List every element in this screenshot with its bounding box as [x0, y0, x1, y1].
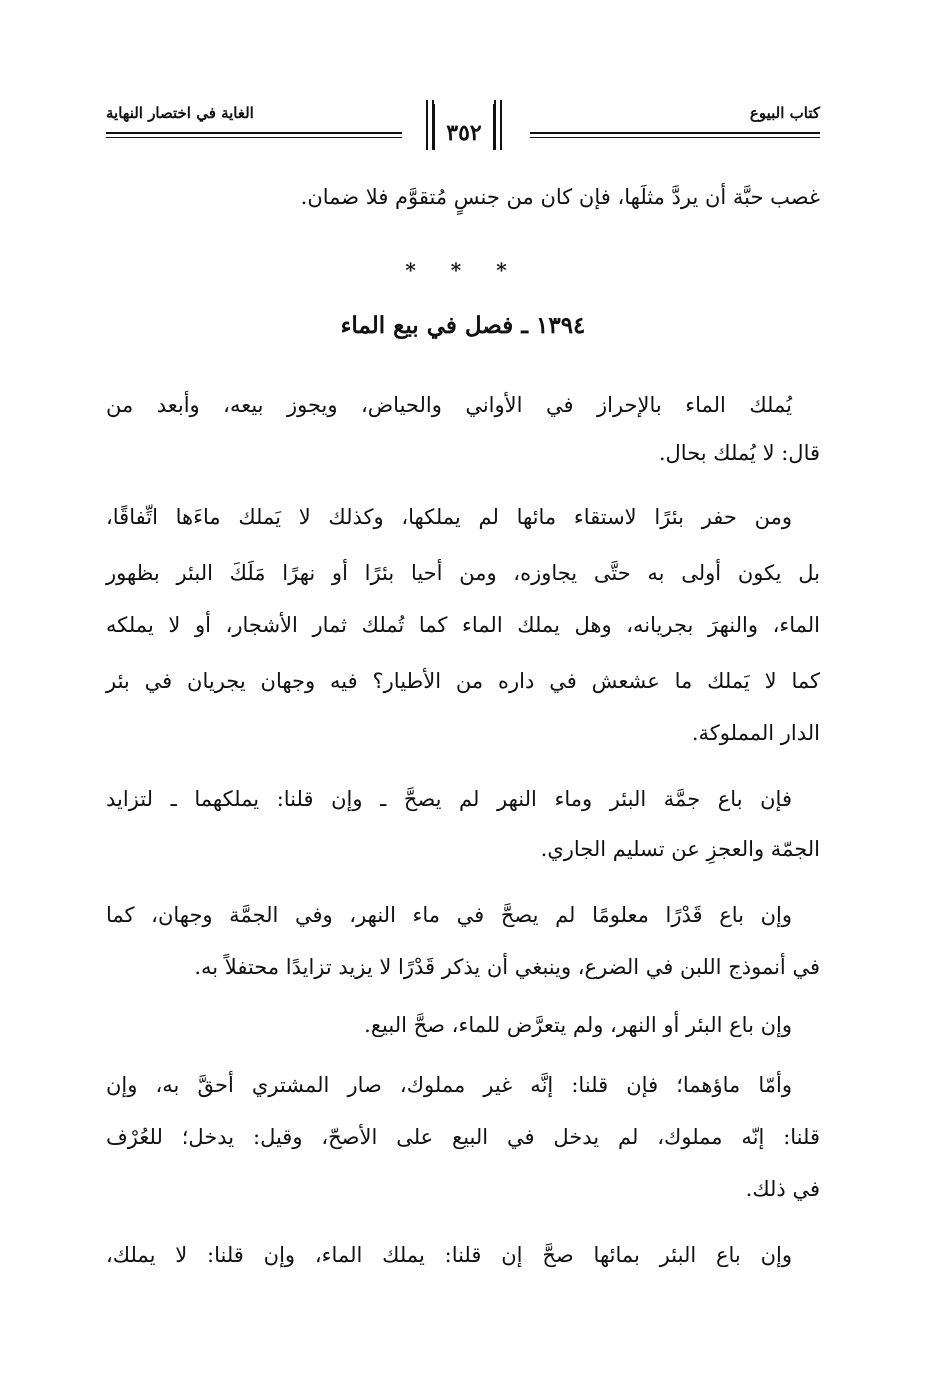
book-title: الغاية في اختصار النهاية — [106, 104, 254, 122]
text-line: كما لا يَملك ما عشعش في داره من الأطيار؟ فيه وجهان يجريان في بئر — [106, 669, 820, 693]
text-line: وأمّا ماؤهما؛ فإن قلنا: إنَّه غير مملوك، صار المشتري أحقَّ به، وإن — [106, 1073, 792, 1097]
text-line: فإن باع جمَّة البئر وماء النهر لم يصحَّ ـ وإن قلنا: يملكهما ـ لتزايد — [106, 787, 792, 811]
text-line: في أنموذج اللبن في الضرع، وينبغي أن يذكر قَدْرًا لا يزيد تزايدًا محتفلاً به. — [194, 955, 820, 979]
section-separator: * * * — [405, 258, 521, 282]
section-heading: ١٣٩٤ ـ فصل في بيع الماء — [340, 312, 586, 339]
header-rule — [106, 137, 402, 138]
running-header — [106, 96, 820, 156]
page-number-box — [424, 100, 504, 150]
text-line: وإن باع البئر بمائها صحَّ إن قلنا: يملك الماء، وإن قلنا: لا يملك، — [106, 1243, 792, 1267]
text-line: في ذلك. — [745, 1177, 820, 1201]
text-line: الماء، والنهرَ بجريانه، وهل يملك الماء كما تُملك ثمار الأشجار، أو لا يملكه — [106, 613, 820, 637]
page-number: ٣٥٢ — [446, 120, 482, 146]
text-line: بل يكون أولى به حتَّى يجاوزه، ومن أحيا بئرًا أو نهرًا مَلَكَ البئر بظهور — [106, 561, 820, 585]
text-line: غصب حبَّة أن يردَّ مثلَها، فإن كان من جنسٍ مُتقوَّم فلا ضمان. — [300, 185, 820, 209]
text-line: الجمّة والعجزِ عن تسليم الجاري. — [540, 837, 820, 861]
chapter-title: كتاب البيوع — [749, 104, 820, 122]
header-rule — [106, 132, 402, 134]
text-line: قال: لا يُملك بحال. — [658, 441, 820, 465]
text-line: وإن باع البئر أو النهر، ولم يتعرَّض للماء، صحَّ البيع. — [364, 1013, 792, 1037]
text-line: الدار المملوكة. — [691, 721, 820, 745]
text-line: ومن حفر بئرًا لاستقاء مائها لم يملكها، وكذلك لا يَملك ماءَها اتِّفاقًا، — [106, 505, 792, 529]
header-rule — [530, 137, 820, 138]
text-line: قلنا: إنّه مملوك، لم يدخل في البيع على الأصحّ، وقيل: يدخل؛ للعُرْف — [106, 1125, 820, 1149]
text-line: يُملك الماء بالإحراز في الأواني والحياض، ويجوز بيعه، وأبعد من — [106, 393, 792, 417]
header-rule — [530, 132, 820, 134]
text-line: وإن باع قَدْرًا معلومًا لم يصحَّ في ماء النهر، وفي الجمَّة وجهان، كما — [106, 903, 792, 927]
